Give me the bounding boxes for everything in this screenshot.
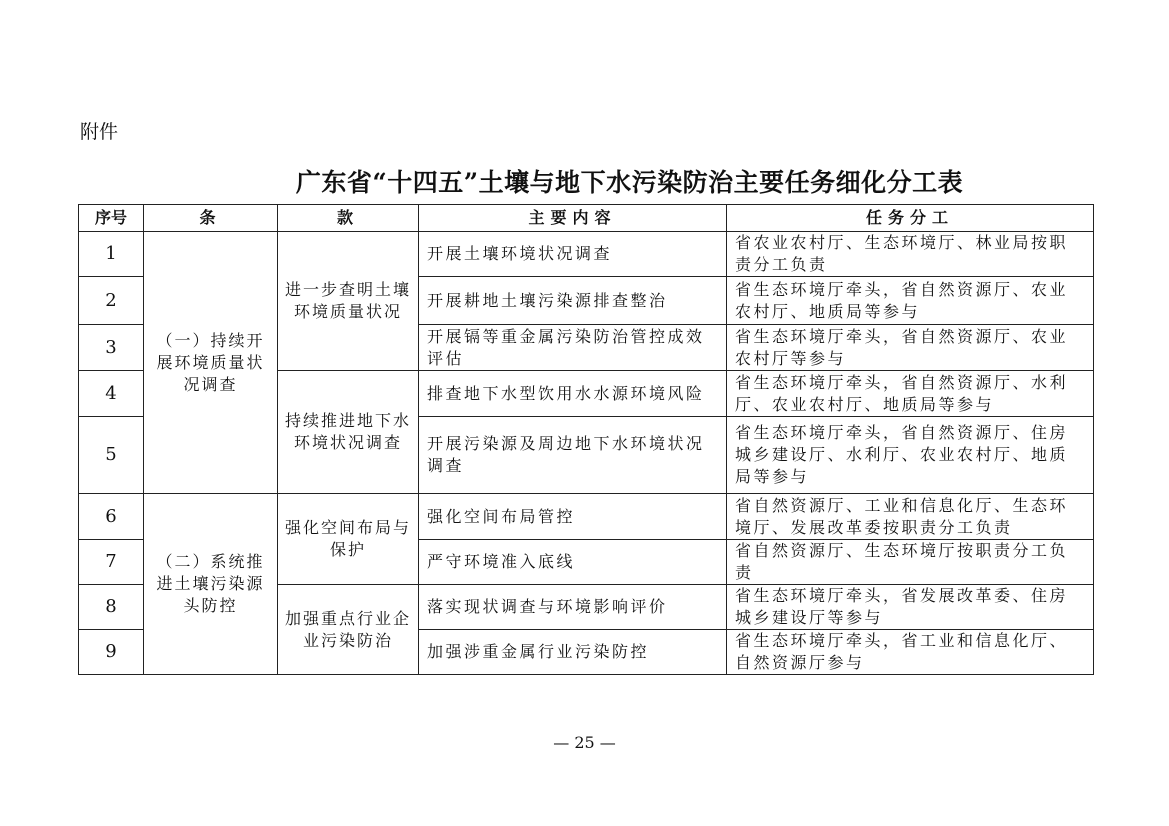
cell-content: 开展镉等重金属污染防治管控成效评估: [419, 325, 727, 371]
cell-task: 省自然资源厅、生态环境厅按职责分工负责: [727, 540, 1094, 585]
cell-kuan: 进一步查明土壤环境质量状况: [278, 232, 419, 371]
cell-task: 省生态环境厅牵头，省自然资源厅、农业农村厅、地质局等参与: [727, 277, 1094, 325]
cell-content: 开展耕地土壤污染源排查整治: [419, 277, 727, 325]
cell-content: 加强涉重金属行业污染防控: [419, 630, 727, 675]
page-number: — 25 —: [553, 733, 616, 752]
cell-content: 严守环境准入底线: [419, 540, 727, 585]
cell-seq: 1: [79, 232, 144, 277]
cell-content: 开展污染源及周边地下水环境状况调查: [419, 417, 727, 494]
cell-task: 省自然资源厅、工业和信息化厅、生态环境厅、发展改革委按职责分工负责: [727, 494, 1094, 540]
cell-task: 省生态环境厅牵头，省工业和信息化厅、自然资源厅参与: [727, 630, 1094, 675]
table-row: [79, 232, 1094, 277]
cell-seq: 9: [79, 630, 144, 675]
cell-tiao: （一）持续开展环境质量状况调查: [144, 232, 278, 494]
cell-task: 省生态环境厅牵头，省发展改革委、住房城乡建设厅等参与: [727, 585, 1094, 630]
cell-task: 省生态环境厅牵头，省自然资源厅、水利厅、农业农村厅、地质局等参与: [727, 371, 1094, 417]
table-header-row: [79, 205, 1094, 232]
document-title: 广东省“十四五”土壤与地下水污染防治主要任务细化分工表: [295, 168, 964, 197]
attachment-label: 附件: [80, 121, 119, 143]
cell-task: 省生态环境厅牵头，省自然资源厅、农业农村厅等参与: [727, 325, 1094, 371]
header-seq: 序号: [79, 205, 144, 232]
table-row: [79, 494, 1094, 540]
task-division-table: [78, 204, 1094, 675]
header-kuan: 款: [278, 205, 419, 232]
header-content: 主要内容: [419, 205, 727, 232]
cell-seq: 4: [79, 371, 144, 417]
cell-seq: 3: [79, 325, 144, 371]
cell-task: 省生态环境厅牵头，省自然资源厅、住房城乡建设厅、水利厅、农业农村厅、地质局等参与: [727, 417, 1094, 494]
cell-content: 强化空间布局管控: [419, 494, 727, 540]
cell-content: 落实现状调查与环境影响评价: [419, 585, 727, 630]
header-task: 任务分工: [727, 205, 1094, 232]
cell-content: 排查地下水型饮用水水源环境风险: [419, 371, 727, 417]
cell-tiao: （二）系统推进土壤污染源头防控: [144, 494, 278, 675]
cell-content: 开展土壤环境状况调查: [419, 232, 727, 277]
cell-seq: 5: [79, 417, 144, 494]
cell-task: 省农业农村厅、生态环境厅、林业局按职责分工负责: [727, 232, 1094, 277]
cell-seq: 7: [79, 540, 144, 585]
header-tiao: 条: [144, 205, 278, 232]
cell-kuan: 持续推进地下水环境状况调查: [278, 371, 419, 494]
cell-seq: 8: [79, 585, 144, 630]
cell-seq: 6: [79, 494, 144, 540]
cell-seq: 2: [79, 277, 144, 325]
cell-kuan: 加强重点行业企业污染防治: [278, 585, 419, 675]
cell-kuan: 强化空间布局与保护: [278, 494, 419, 585]
